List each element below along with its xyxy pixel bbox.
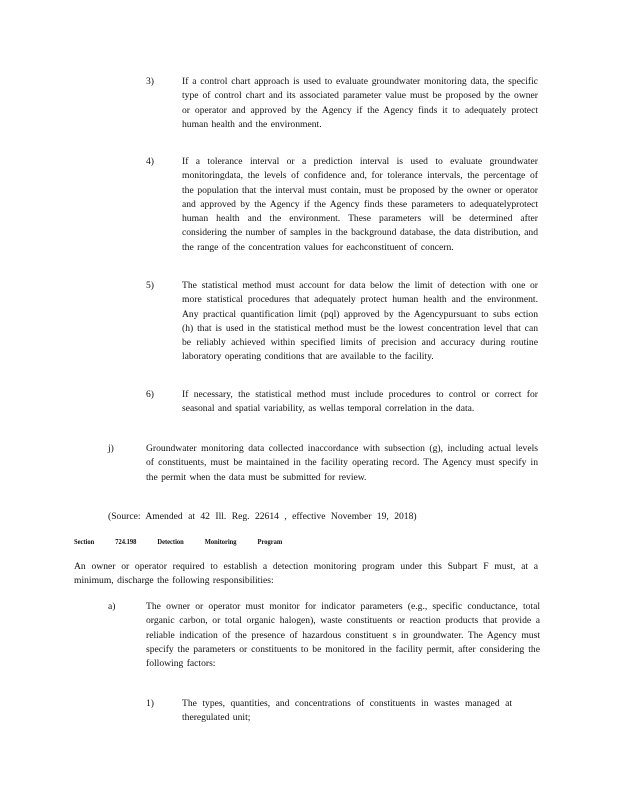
section-number: 724.198 — [115, 537, 137, 546]
section-title-program: Program — [257, 537, 283, 546]
subitem-paragraph-a: The owner or operator must monitor for indicator parameters (e.g., specific conductance, total organic carbon, or total organic halogen), waste constituents or reaction products that provide a reliable indication of the presence of hazardous constituent s in groundwater. The Agency must specify the parameters or constituents to be monitored in the facility permit, after considering the following factors: — [146, 601, 540, 670]
section-heading — [74, 537, 302, 547]
item-number-3: 3) — [146, 76, 154, 87]
subitem-number-1: 1) — [146, 698, 154, 709]
section-title-monitoring: Monitoring — [204, 537, 237, 546]
subitem-number-a: a) — [108, 601, 116, 612]
item-number-j: j) — [108, 443, 114, 454]
item-paragraph-3: If a control chart approach is used to evaluate groundwater monitoring data, the specific type of control chart and its associated parameter value must be proposed by the owner or operator and approved by the Agency if the Agency finds it to adequately protect human health and the environment. — [182, 76, 538, 130]
item-paragraph-j: Groundwater monitoring data collected inaccordance with subsection (g), including actual levels of constituents, must be maintained in the facility operating record. The Agency must specify in the permit when the data must be submitted for review. — [146, 443, 538, 483]
item-number-6: 6) — [146, 389, 154, 400]
item-number-5: 5) — [146, 280, 154, 291]
section-label: Section — [74, 537, 95, 546]
subitem-paragraph-1: The types, quantities, and concentrations of constituents in wastes managed at theregulated unit; — [182, 698, 512, 724]
intro-paragraph: An owner or operator required to establish a detection monitoring program under this Subpart F must, at a minimum, discharge the following responsibilities: — [74, 561, 538, 587]
item-paragraph-5: The statistical method must account for data below the limit of detection with one or more statistical procedures that adequately protect human health and the environment. Any practical quantification limit (pql) approved by the Agencypursuant to subs ection (h) that is used in the statistical method must be the lowest concentration level that can be reliably achieved within specified limits of precision and accuracy during routine laboratory operating conditions that are available to the facility. — [182, 280, 538, 363]
item-paragraph-4: If a tolerance interval or a prediction interval is used to evaluate groundwater monitoringdata, the levels of confidence and, for tolerance intervals, the percentage of the population that the interval must contain, must be proposed by the owner or operator and approved by the Agency if the Agency finds these parameters to adequatelyprotect human health and the environment. These parameters will be determined after considering the number of samples in the background database, the data distribution, and the range of the concentration values for eachconstituent of concern. — [182, 156, 538, 253]
source-note: (Source: Amended at 42 Ill. Reg. 22614 , effective November 19, 2018) — [108, 511, 417, 522]
item-paragraph-6: If necessary, the statistical method must include procedures to control or correct for seasonal and spatial variability, as wellas temporal correlation in the data. — [182, 389, 538, 415]
section-title-detection: Detection — [157, 537, 184, 546]
item-number-4: 4) — [146, 156, 154, 167]
